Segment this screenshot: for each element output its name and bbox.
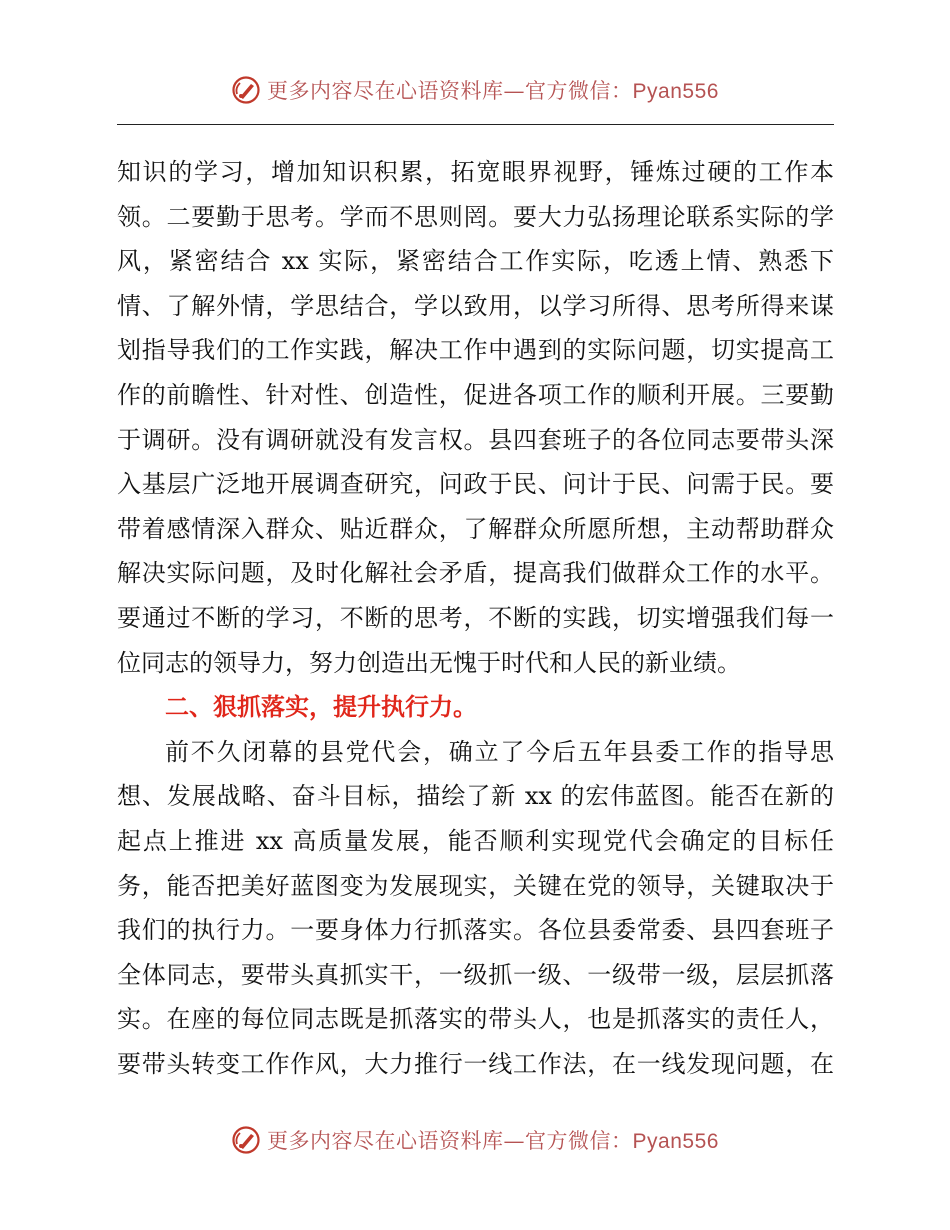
- footer-wechat-id: Pyan556: [632, 1130, 719, 1153]
- document-body: [117, 150, 834, 1086]
- footer-banner: [0, 1120, 950, 1160]
- paragraph-2-line: 我们的执行力。一要身体力行抓落实。各位县委常委、县四套班子: [117, 916, 834, 945]
- header-banner: [0, 70, 950, 110]
- paragraph-2-line: 要带头转变工作作风，大力推行一线工作法，在一线发现问题，在: [117, 1049, 834, 1078]
- paragraph-1-line: 要通过不断的学习，不断的思考，不断的实践，切实增强我们每一: [117, 603, 834, 632]
- paragraph-2-line: 务，能否把美好蓝图变为发展现实，关键在党的领导，关键取决于: [117, 871, 834, 900]
- red-quill-logo-icon: [231, 1125, 261, 1155]
- paragraph-2-line: 起点上推进 xx 高质量发展，能否顺利实现党代会确定的目标任: [117, 826, 834, 855]
- header-wechat-id: Pyan556: [632, 80, 719, 103]
- paragraph-1-line: 入基层广泛地开展调查研究，问政于民、问计于民、问需于民。要: [117, 470, 834, 499]
- paragraph-1-line: 于调研。没有调研就没有发言权。县四套班子的各位同志要带头深: [117, 425, 834, 454]
- paragraph-1-line: 知识的学习，增加知识积累，拓宽眼界视野，锤炼过硬的工作本: [117, 158, 834, 186]
- red-quill-logo-icon: [231, 75, 261, 105]
- paragraph-2-line: 全体同志，要带头真抓实干，一级抓一级、一级带一级，层层抓落: [117, 960, 834, 989]
- paragraph-2-line: 实。在座的每位同志既是抓落实的带头人，也是抓落实的责任人，: [117, 1005, 834, 1034]
- paragraph-2-line: 前不久闭幕的县党代会，确立了今后五年县委工作的指导思: [165, 737, 834, 766]
- paragraph-1-line: 划指导我们的工作实践，解决工作中遇到的实际问题，切实提高工: [117, 336, 834, 365]
- header-banner-label: 更多内容尽在心语资料库—官方微信：: [267, 79, 633, 103]
- footer-banner-text: [267, 1125, 719, 1155]
- paragraph-1-line: 风，紧密结合 xx 实际，紧密结合工作实际，吃透上情、熟悉下: [117, 247, 834, 276]
- header-banner-text: [267, 75, 719, 105]
- paragraph-1-line: 领。二要勤于思考。学而不思则罔。要大力弘扬理论联系实际的学: [117, 202, 834, 231]
- paragraph-1-line: 带着感情深入群众、贴近群众，了解群众所愿所想，主动帮助群众: [117, 514, 834, 543]
- section-heading-2: 二、狠抓落实，提升执行力。: [165, 692, 477, 722]
- paragraph-1-line: 作的前瞻性、针对性、创造性，促进各项工作的顺利开展。三要勤: [117, 380, 834, 409]
- paragraph-1-line: 位同志的领导力，努力创造出无愧于时代和人民的新业绩。: [117, 648, 741, 677]
- paragraph-1-line: 情、了解外情，学思结合，学以致用，以学习所得、思考所得来谋: [117, 291, 834, 320]
- footer-banner-label: 更多内容尽在心语资料库—官方微信：: [267, 1129, 633, 1153]
- paragraph-1-line: 解决实际问题，及时化解社会矛盾，提高我们做群众工作的水平。: [117, 559, 834, 588]
- paragraph-2-line: 想、发展战略、奋斗目标，描绘了新 xx 的宏伟蓝图。能否在新的: [117, 782, 834, 811]
- header-divider: [117, 124, 834, 125]
